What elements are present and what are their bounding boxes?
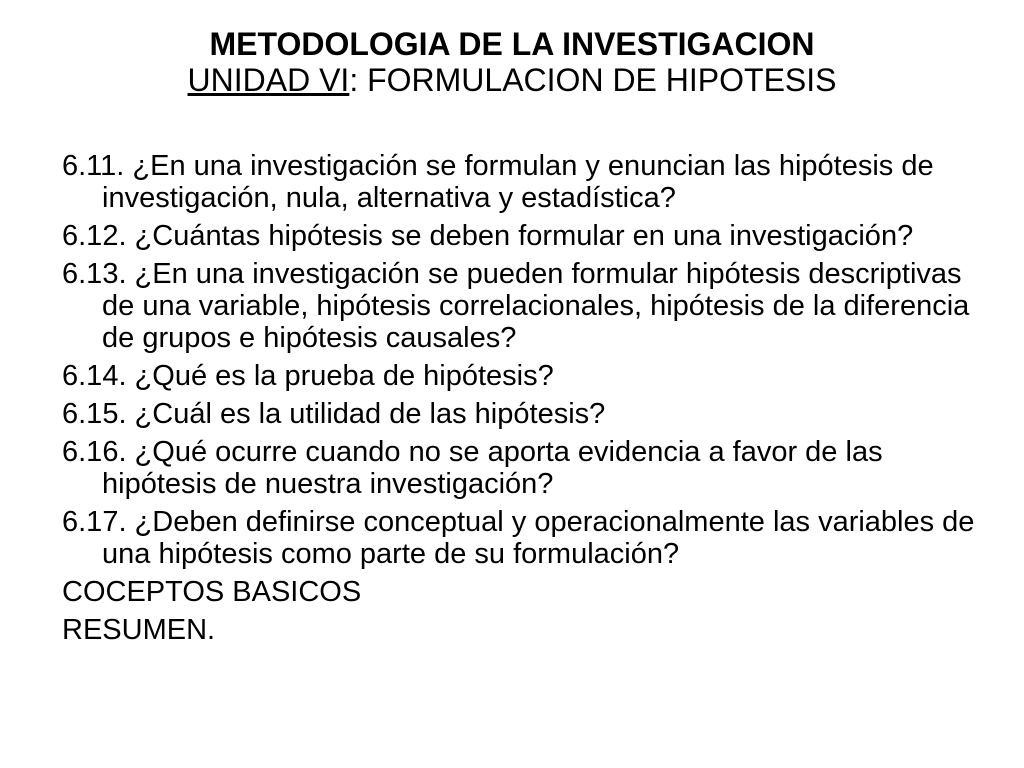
summary-heading: RESUMEN. <box>62 614 216 646</box>
unit-topic: : FORMULACION DE HIPOTESIS <box>349 62 837 98</box>
question-6-14: 6.14. ¿Qué es la prueba de hipótesis? <box>62 360 554 392</box>
slide-title: METODOLOGIA DE LA INVESTIGACION <box>209 26 815 62</box>
question-6-17: 6.17. ¿Deben definirse conceptual y operacionalmente las variables de una hipótesis como parte de su formulación? <box>62 506 975 570</box>
question-6-13: 6.13. ¿En una investigación se pueden formular hipótesis descriptivas de una variable, hipótesis correlacionales, hipótesis de la diferencia de grupos e hipótesis causales? <box>62 258 970 354</box>
question-6-15: 6.15. ¿Cuál es la utilidad de las hipótesis? <box>62 398 606 430</box>
slide-header <box>0 26 1024 98</box>
question-6-11: 6.11. ¿En una investigación se formulan y enuncian las hipótesis de investigación, nula, alternativa y estadística? <box>62 150 934 214</box>
question-list <box>62 150 992 652</box>
question-6-16: 6.16. ¿Qué ocurre cuando no se aporta evidencia a favor de las hipótesis de nuestra investigación? <box>62 436 883 500</box>
question-6-12: 6.12. ¿Cuántas hipótesis se deben formular en una investigación? <box>62 220 914 252</box>
basic-concepts-heading: COCEPTOS BASICOS <box>62 576 362 608</box>
unit-label: UNIDAD VI <box>187 62 350 98</box>
slide-subtitle <box>0 62 1024 98</box>
